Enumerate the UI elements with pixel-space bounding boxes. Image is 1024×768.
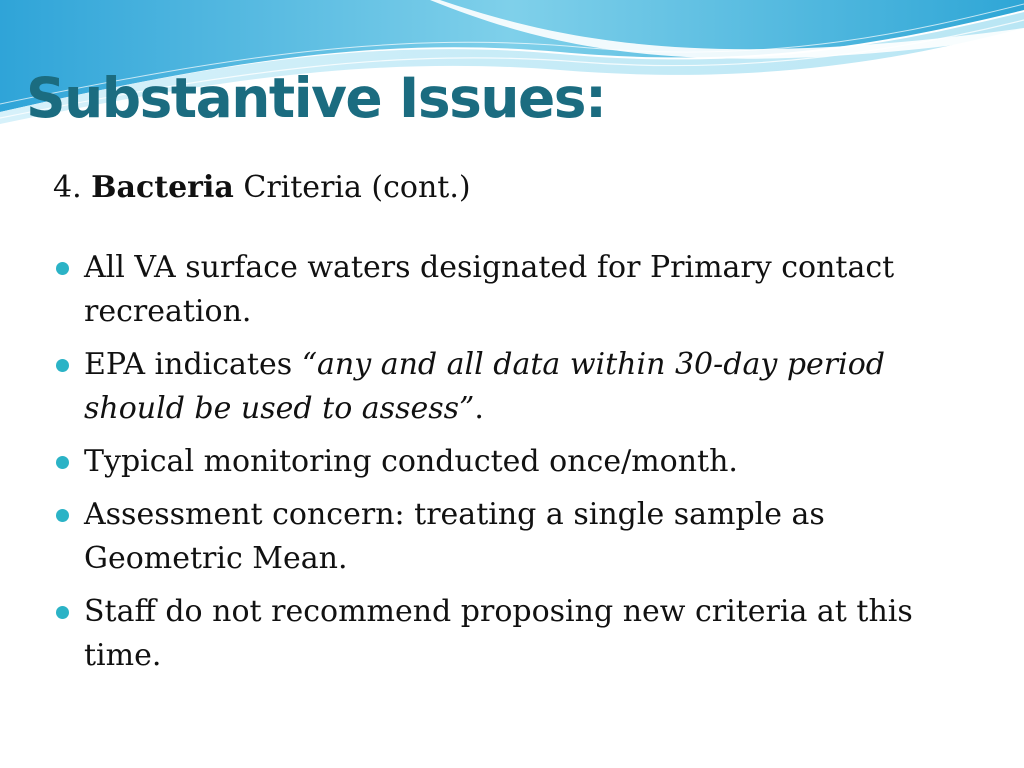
bullet-text: Assessment concern: treating a single sample as Geometric Mean. <box>84 497 825 576</box>
section-number: 4. <box>53 170 82 205</box>
section-keyword: Bacteria <box>91 170 234 205</box>
bullet-text: Typical monitoring conducted once/month. <box>84 444 738 479</box>
bullet-item <box>53 493 973 581</box>
bullet-item <box>53 343 973 431</box>
slide-title: Substantive Issues: <box>26 66 606 130</box>
bullet-text: Staff do not recommend proposing new criteria at this time. <box>84 594 913 673</box>
bullet-quote: “any and all data within 30-day period should be used to assess” <box>84 347 885 426</box>
bullet-dot-icon <box>56 359 69 372</box>
bullet-dot-icon <box>56 509 69 522</box>
bullet-dot-icon <box>56 262 69 275</box>
bullet-list <box>53 246 973 687</box>
bullet-dot-icon <box>56 606 69 619</box>
bullet-text-suffix: . <box>474 391 484 426</box>
bullet-dot-icon <box>56 456 69 469</box>
bullet-item <box>53 440 973 484</box>
bullet-text-prefix: EPA indicates <box>84 347 302 382</box>
bullet-item <box>53 590 973 678</box>
bullet-item <box>53 246 973 334</box>
section-heading-rest: Criteria (cont.) <box>233 170 471 205</box>
bullet-text: All VA surface waters designated for Primary contact recreation. <box>84 250 895 329</box>
section-subheading <box>53 170 471 205</box>
